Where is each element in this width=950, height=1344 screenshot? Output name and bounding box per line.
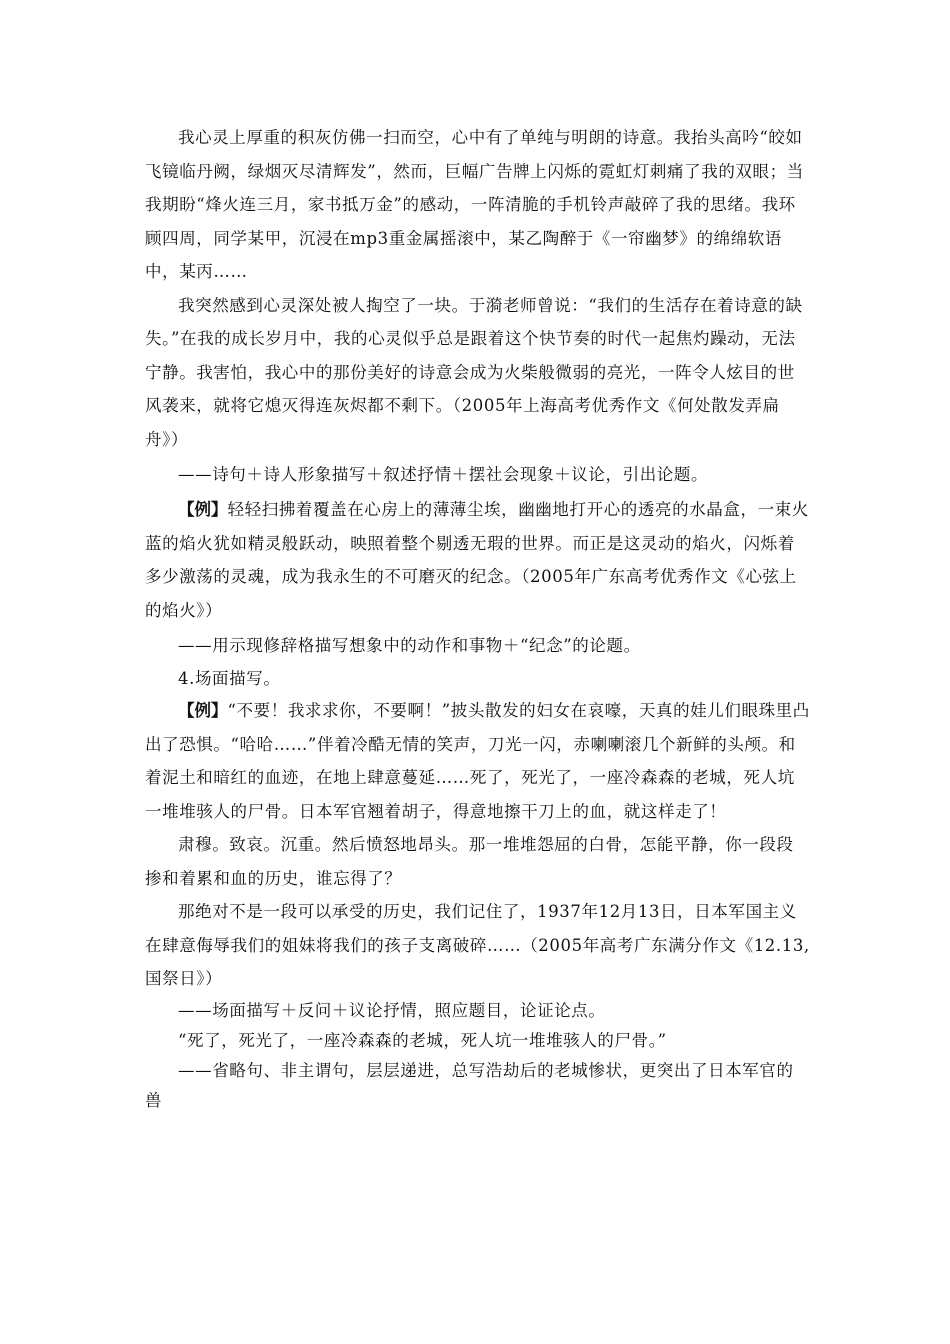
paragraph-12-commentary: ——省略句、非主谓句，层层递进，总写浩劫后的老城惨状，更突出了日本军官的兽 bbox=[145, 1060, 794, 1110]
paragraph-1: 我心灵上厚重的积灰仿佛一扫而空，心中有了单纯与明朗的诗意。我抬头高吟“皎如飞镜临丹阙，绿烟灭尽清辉发”，然而，巨幅广告牌上闪烁的霓虹灯刺痛了我的双眼；当我期盼“烽火连三月，家书抵万金”的感动，一阵清脆的手机铃声敲碎了我的思绪。我环顾四周，同学某甲，沉浸在mp3重金属摇滚中，某乙陶醉于《一帘幽梦》的绵绵软语中，某丙…… bbox=[145, 128, 804, 281]
paragraph-7-text: “不要！我求求你，不要啊！”披头散发的妇女在哀嚎，天真的娃儿们眼珠里凸出了恐惧。“哈哈……”伴着冷酷无情的笑声，刀光一闪，赤喇喇滚几个新鲜的头颅。和着泥土和暗红的血迹，在地上肆意蔓延……死了，死光了，一座冷森森的老城，死人坑一堆堆骇人的尸骨。日本军官翘着胡子，得意地擦干刀上的血，就这样走了！ bbox=[145, 701, 810, 821]
example-tag: 【例】 bbox=[178, 500, 228, 519]
section-heading: 4.场面描写。 bbox=[178, 669, 281, 688]
paragraph-2: 我突然感到心灵深处被人掏空了一块。于漪老师曾说：“我们的生活存在着诗意的缺失。”在我的成长岁月中，我的心灵似乎总是跟着这个快节奏的时代一起焦灼躁动，无法宁静。我害怕，我心中的那份美好的诗意会成为火柴般微弱的亮光，一阵令人炫目的世风袭来，就将它熄灭得连灰烬都不剩下。（2005年上海高考优秀作文《何处散发弄扁舟》） bbox=[145, 295, 803, 449]
paragraph-8: 肃穆。致哀。沉重。然后愤怒地昂头。那一堆堆怨屈的白骨，怎能平静，你一段段掺和着累和血的历史，谁忘得了？ bbox=[145, 835, 794, 888]
paragraph-10-commentary: ——场面描写＋反问＋议论抒情，照应题目，论证论点。 bbox=[178, 1000, 606, 1020]
paragraph-11-quote: “死了，死光了，一座冷森森的老城，死人坑一堆堆骇人的尸骨。” bbox=[178, 1030, 667, 1050]
example-tag: 【例】 bbox=[178, 701, 228, 720]
paragraph-7-example bbox=[145, 694, 810, 828]
document-body bbox=[145, 121, 810, 1116]
paragraph-3-commentary: ——诗句＋诗人形象描写＋叙述抒情＋摆社会现象＋议论，引出论题。 bbox=[178, 465, 709, 484]
paragraph-4-example bbox=[145, 493, 810, 627]
paragraph-5-commentary: ——用示现修辞格描写想象中的动作和事物＋“纪念”的论题。 bbox=[178, 636, 641, 655]
paragraph-9: 那绝对不是一段可以承受的历史，我们记住了，1937年12月13日，日本军国主义在肆意侮辱我们的姐妹将我们的孩子支离破碎……（2005年高考广东满分作文《12.13,国祭日》） bbox=[145, 902, 810, 988]
paragraph-4-text: 轻轻扫拂着覆盖在心房上的薄薄尘埃，幽幽地打开心的透亮的水晶盒，一束火蓝的焰火犹如精灵般跃动，映照着整个剔透无瑕的世界。而正是这灵动的焰火，闪烁着多少激荡的灵魂，成为我永生的不可磨灭的纪念。（2005年广东高考优秀作文《心弦上的焰火》） bbox=[145, 500, 809, 620]
